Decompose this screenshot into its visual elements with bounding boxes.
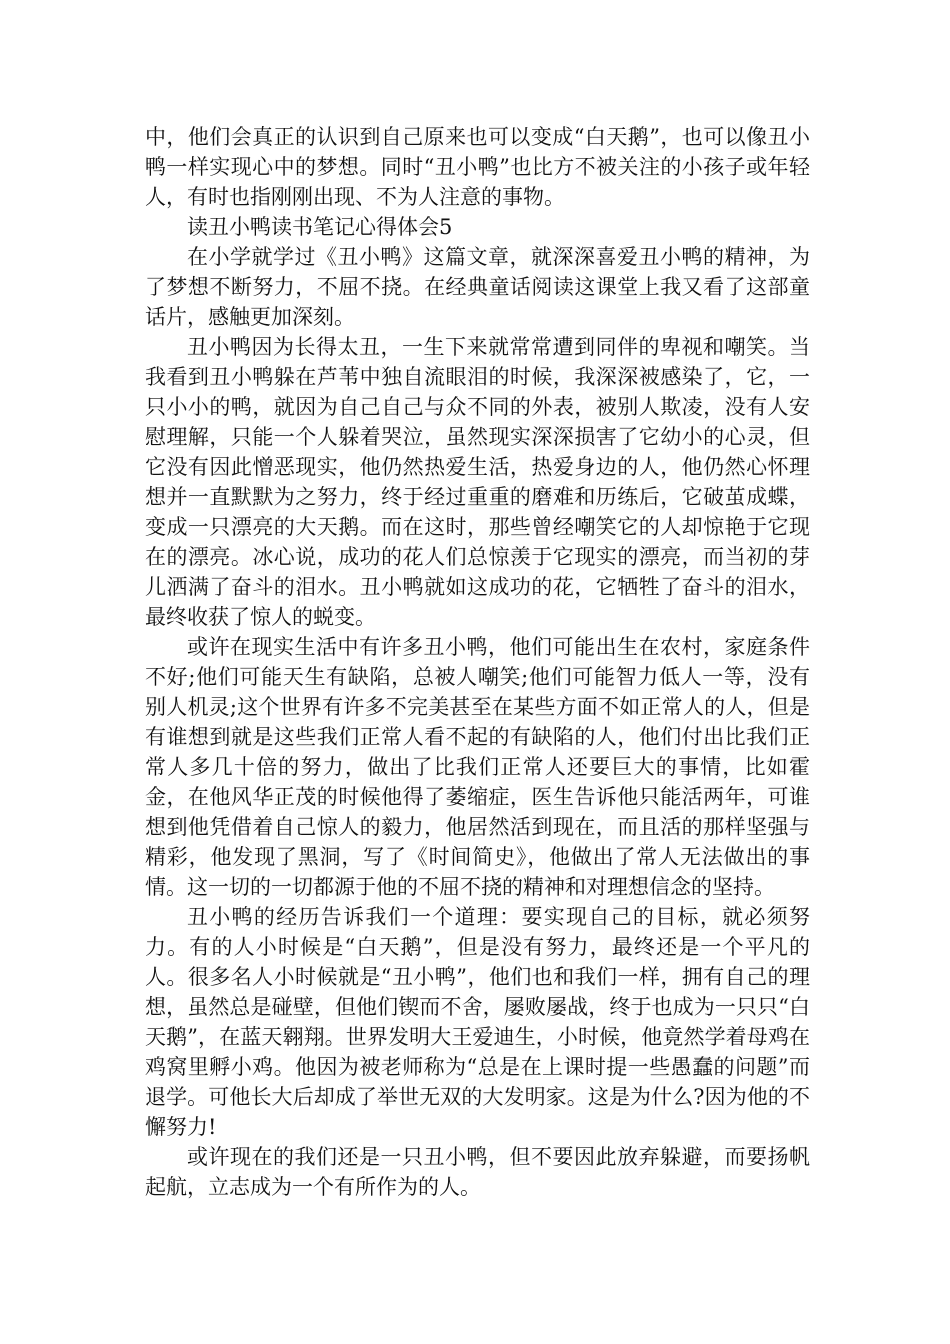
body-paragraph: 或许现在的我们还是一只丑小鸭，但不要因此放弃躲避，而要扬帆起航，立志成为一个有所作为的人。 [145,1145,810,1199]
body-paragraph: 丑小鸭因为长得太丑，一生下来就常常遭到同伴的卑视和嘲笑。当我看到丑小鸭躲在芦苇中独自流眼泪的时候，我深深被感染了，它，一只小小的鸭，就因为自己自己与众不同的外表，被别人欺凌，没有人安慰理解，只能一个人躲着哭泣，虽然现实深深损害了它幼小的心灵，但它没有因此憎恶现实，他仍然热爱生活，热爱身边的人，他仍然心怀理想并一直默默为之努力，终于经过重重的磨难和历练后，它破茧成蝶，变成一只漂亮的大天鹅。而在这时，那些曾经嘲笑它的人却惊艳于它现在的漂亮。冰心说，成功的花人们总惊羡于它现实的漂亮，而当初的芽儿洒满了奋斗的泪水。丑小鸭就如这成功的花，它牺牲了奋斗的泪水，最终收获了惊人的蜕变。 [145,335,810,629]
section-title: 读丑小鸭读书笔记心得体会5 [187,215,453,239]
body-paragraph: 在小学就学过《丑小鸭》这篇文章，就深深喜爱丑小鸭的精神，为了梦想不断努力，不屈不挠。在经典童话阅读这课堂上我又看了这部童话片，感触更加深刻。 [145,245,810,329]
body-paragraph: 丑小鸭的经历告诉我们一个道理：要实现自己的目标，就必须努力。有的人小时候是“白天鹅”，但是没有努力，最终还是一个平凡的人。很多名人小时候就是“丑小鸭”，他们也和我们一样，拥有自己的理想，虽然总是碰壁，但他们锲而不舍，屡败屡战，终于也成为一只只“白天鹅”，在蓝天翱翔。世界发明大王爱迪生，小时候，他竟然学着母鸡在鸡窝里孵小鸡。他因为被老师称为“总是在上课时提一些愚蠢的问题”而退学。可他长大后却成了举世无双的大发明家。这是为什么?因为他的不懈努力! [145,905,810,1139]
document-page [145,122,810,1202]
continuation-paragraph: 中，他们会真正的认识到自己原来也可以变成“白天鹅”，也可以像丑小鸭一样实现心中的梦想。同时“丑小鸭”也比方不被关注的小孩子或年轻人，有时也指刚刚出现、不为人注意的事物。 [145,125,810,209]
body-paragraph: 或许在现实生活中有许多丑小鸭，他们可能出生在农村，家庭条件不好;他们可能天生有缺陷，总被人嘲笑;他们可能智力低人一等，没有别人机灵;这个世界有许多不完美甚至在某些方面不如正常人的人，但是有谁想到就是这些我们正常人看不起的有缺陷的人，他们付出比我们正常人多几十倍的努力，做出了比我们正常人还要巨大的事情，比如霍金，在他风华正茂的时候他得了萎缩症，医生告诉他只能活两年，可谁想到他凭借着自己惊人的毅力，他居然活到现在，而且活的那样坚强与精彩，他发现了黑洞，写了《时间简史》，他做出了常人无法做出的事情。这一切的一切都源于他的不屈不挠的精神和对理想信念的坚持。 [145,635,810,899]
